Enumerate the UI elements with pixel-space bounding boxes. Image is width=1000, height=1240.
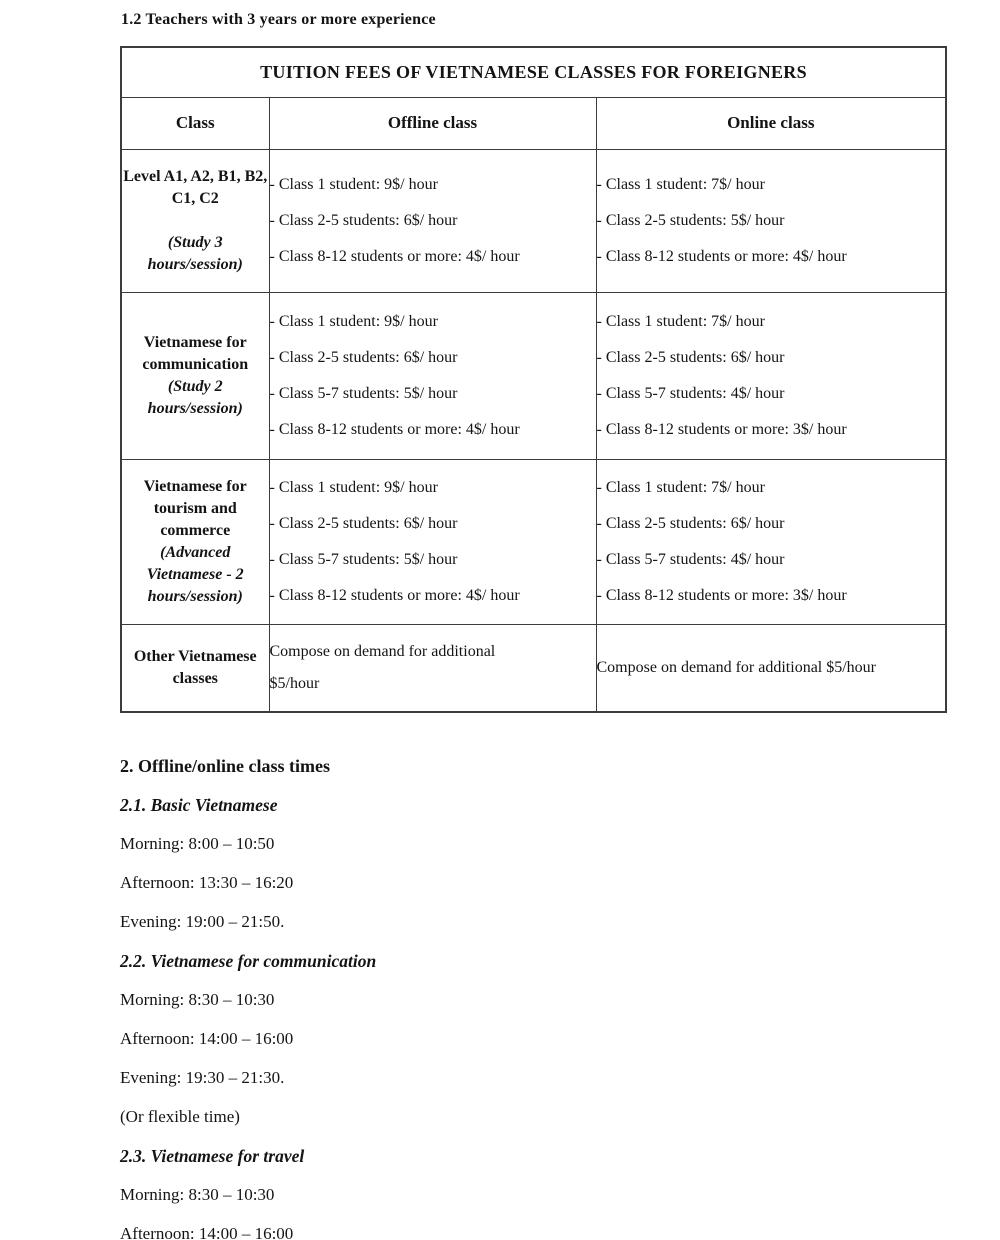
class-name: Level A1, A2, B1, B2, C1, C2 <box>123 167 268 207</box>
price-item: - Class 2-5 students: 6$/ hour <box>269 349 458 366</box>
price-item: - Class 2-5 students: 6$/ hour <box>596 515 785 532</box>
schedule-line: Evening: 19:00 – 21:50. <box>120 912 285 931</box>
price-item: - Class 2-5 students: 6$/ hour <box>596 349 785 366</box>
price-item: - Class 8-12 students or more: 3$/ hour <box>596 421 847 438</box>
schedule-line: Morning: 8:00 – 10:50 <box>120 834 275 853</box>
schedule-line: Morning: 8:30 – 10:30 <box>120 990 275 1009</box>
schedule-heading: 2. Offline/online class times <box>120 756 330 776</box>
schedule-line: Evening: 19:30 – 21:30. <box>120 1068 285 1087</box>
compose-note: Compose on demand for additional $5/hour <box>269 642 496 692</box>
compose-note: Compose on demand for additional $5/hour <box>596 658 877 676</box>
offline-price-cell <box>269 149 596 292</box>
price-item: - Class 1 student: 9$/ hour <box>269 176 438 193</box>
schedule-section-title-2-3: 2.3. Vietnamese for travel <box>120 1146 305 1166</box>
online-price-cell <box>596 292 946 459</box>
schedule-line: Afternoon: 14:00 – 16:00 <box>120 1224 294 1240</box>
table-row-level-a1 <box>121 149 946 292</box>
column-header-class: Class <box>121 97 269 149</box>
class-cell <box>121 459 269 624</box>
price-item: - Class 1 student: 9$/ hour <box>269 479 438 496</box>
class-name: Vietnamese for communication <box>142 333 249 373</box>
table-title: TUITION FEES OF VIETNAMESE CLASSES FOR FOREIGNERS <box>121 47 946 97</box>
table-title-row <box>121 47 946 97</box>
class-note: (Study 2 hours/session) <box>147 377 243 417</box>
price-item: - Class 5-7 students: 5$/ hour <box>269 385 458 402</box>
schedule-line: Afternoon: 14:00 – 16:00 <box>120 1029 294 1048</box>
price-item: - Class 1 student: 9$/ hour <box>269 313 438 330</box>
schedule-line: Morning: 8:30 – 10:30 <box>120 1185 275 1204</box>
schedule-line: (Or flexible time) <box>120 1107 240 1126</box>
price-item: - Class 8-12 students or more: 4$/ hour <box>269 587 520 604</box>
offline-price-cell <box>269 459 596 624</box>
offline-price-cell <box>269 624 596 712</box>
price-item: - Class 8-12 students or more: 3$/ hour <box>596 587 847 604</box>
class-name: Other Vietnamese classes <box>133 647 257 687</box>
price-item: - Class 5-7 students: 4$/ hour <box>596 551 785 568</box>
price-item: - Class 5-7 students: 5$/ hour <box>269 551 458 568</box>
class-cell <box>121 149 269 292</box>
price-item: - Class 1 student: 7$/ hour <box>596 176 765 193</box>
online-price-cell <box>596 149 946 292</box>
table-row-tourism <box>121 459 946 624</box>
column-header-offline: Offline class <box>269 97 596 149</box>
price-item: - Class 2-5 students: 5$/ hour <box>596 212 785 229</box>
table-row-other <box>121 624 946 712</box>
table-row-communication <box>121 292 946 459</box>
offline-price-cell <box>269 292 596 459</box>
online-price-cell <box>596 459 946 624</box>
schedule-line: Afternoon: 13:30 – 16:20 <box>120 873 294 892</box>
class-name: Vietnamese for tourism and commerce <box>143 477 247 539</box>
price-item: - Class 8-12 students or more: 4$/ hour <box>596 248 847 265</box>
price-item: - Class 2-5 students: 6$/ hour <box>269 515 458 532</box>
table-header-row <box>121 97 946 149</box>
price-item: - Class 1 student: 7$/ hour <box>596 479 765 496</box>
class-cell <box>121 292 269 459</box>
class-times-section <box>120 755 945 1240</box>
price-item: - Class 8-12 students or more: 4$/ hour <box>269 421 520 438</box>
class-note: (Study 3 hours/session) <box>147 233 243 273</box>
schedule-section-title-2-1: 2.1. Basic Vietnamese <box>120 795 278 815</box>
section-heading-1-2: 1.2 Teachers with 3 years or more experience <box>121 11 436 28</box>
price-item: - Class 2-5 students: 6$/ hour <box>269 212 458 229</box>
class-note: (Advanced Vietnamese - 2 hours/session) <box>146 543 244 605</box>
online-price-cell <box>596 624 946 712</box>
column-header-online: Online class <box>596 97 946 149</box>
schedule-section-title-2-2: 2.2. Vietnamese for communication <box>120 951 377 971</box>
tuition-fees-table <box>120 46 947 713</box>
price-item: - Class 8-12 students or more: 4$/ hour <box>269 248 520 265</box>
price-item: - Class 1 student: 7$/ hour <box>596 313 765 330</box>
price-item: - Class 5-7 students: 4$/ hour <box>596 385 785 402</box>
class-cell <box>121 624 269 712</box>
